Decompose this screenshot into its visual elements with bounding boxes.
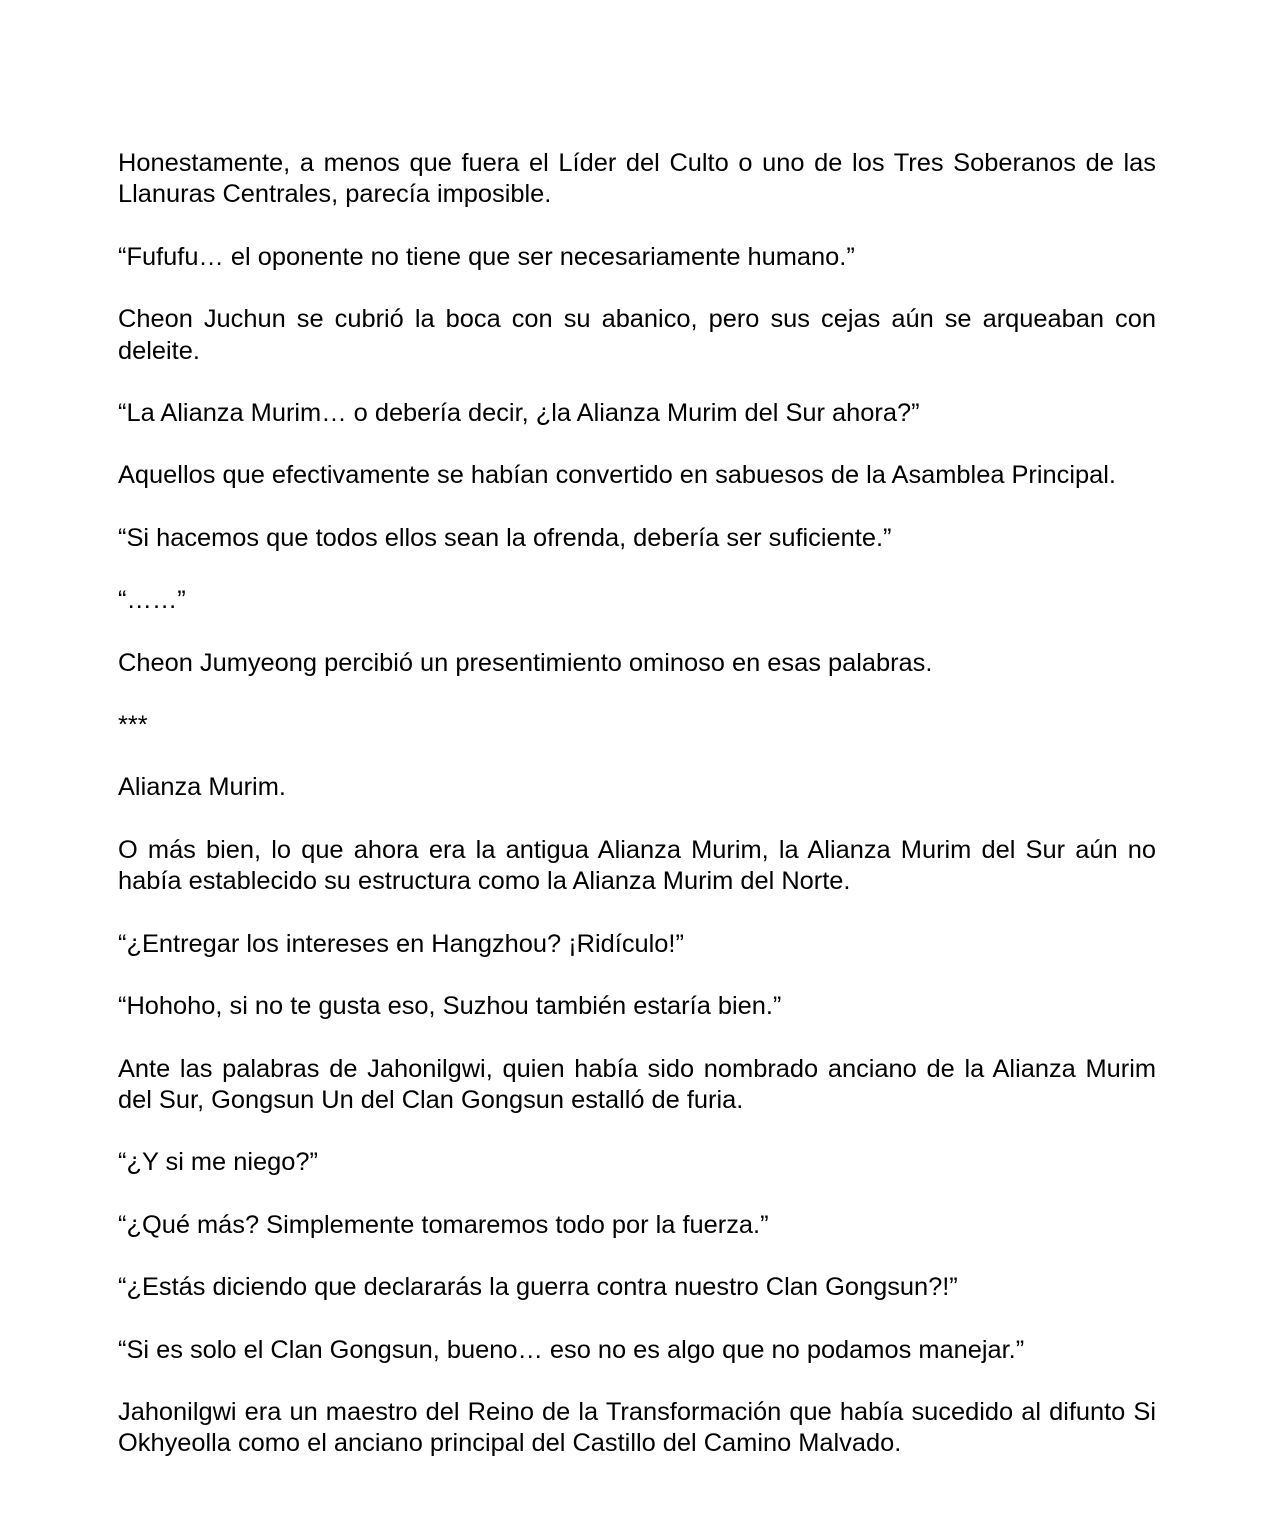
paragraph-dialogue: “Fufufu… el oponente no tiene que ser necesariamente humano.” [118,242,855,271]
paragraph-dialogue: “La Alianza Murim… o debería decir, ¿la Alianza Murim del Sur ahora?” [118,399,920,428]
paragraph-narration: Honestamente, a menos que fuera el Líder del Culto o uno de los Tres Soberanos de las Llanuras Centrales, parecía imposible. [118,149,1156,209]
paragraph-dialogue: “Si es solo el Clan Gongsun, bueno… eso no es algo que no podamos manejar.” [118,1335,1025,1364]
scene-separator: *** [118,711,148,740]
paragraph-narration: O más bien, lo que ahora era la antigua Alianza Murim, la Alianza Murim del Sur aún no había establecido su estructura como la Alianza Murim del Norte. [118,835,1156,896]
paragraph-dialogue: “Si hacemos que todos ellos sean la ofrenda, debería ser suficiente.” [118,523,892,552]
paragraph-dialogue: “¿Qué más? Simplemente tomaremos todo por la fuerza.” [118,1210,769,1239]
paragraph-dialogue: “Hohoho, si no te gusta eso, Suzhou también estaría bien.” [118,992,782,1021]
paragraph-narration: Ante las palabras de Jahonilgwi, quien había sido nombrado anciano de la Alianza Murim del Sur, Gongsun Un del Clan Gongsun estalló de furia. [118,1054,1156,1114]
paragraph-narration: Jahonilgwi era un maestro del Reino de la Transformación que había sucedido al difunto Si Okhyeolla como el anciano principal del Castillo del Camino Malvado. [118,1397,1156,1458]
paragraph-narration: Aquellos que efectivamente se habían convertido en sabuesos de la Asamblea Principal. [118,461,1116,490]
paragraph-dialogue: “¿Entregar los intereses en Hangzhou? ¡Ridículo!” [118,929,684,958]
paragraph-narration: Alianza Murim. [118,773,286,802]
paragraph-dialogue: “¿Y si me niego?” [118,1148,318,1177]
paragraph-narration: Cheon Jumyeong percibió un presentimiento ominoso en esas palabras. [118,648,933,677]
document-page [118,148,1156,1491]
paragraph-dialogue: “……” [118,586,186,615]
paragraph-dialogue: “¿Estás diciendo que declararás la guerra contra nuestro Clan Gongsun?!” [118,1273,958,1302]
paragraph-narration: Cheon Juchun se cubrió la boca con su abanico, pero sus cejas aún se arqueaban con deleite. [118,305,1156,365]
